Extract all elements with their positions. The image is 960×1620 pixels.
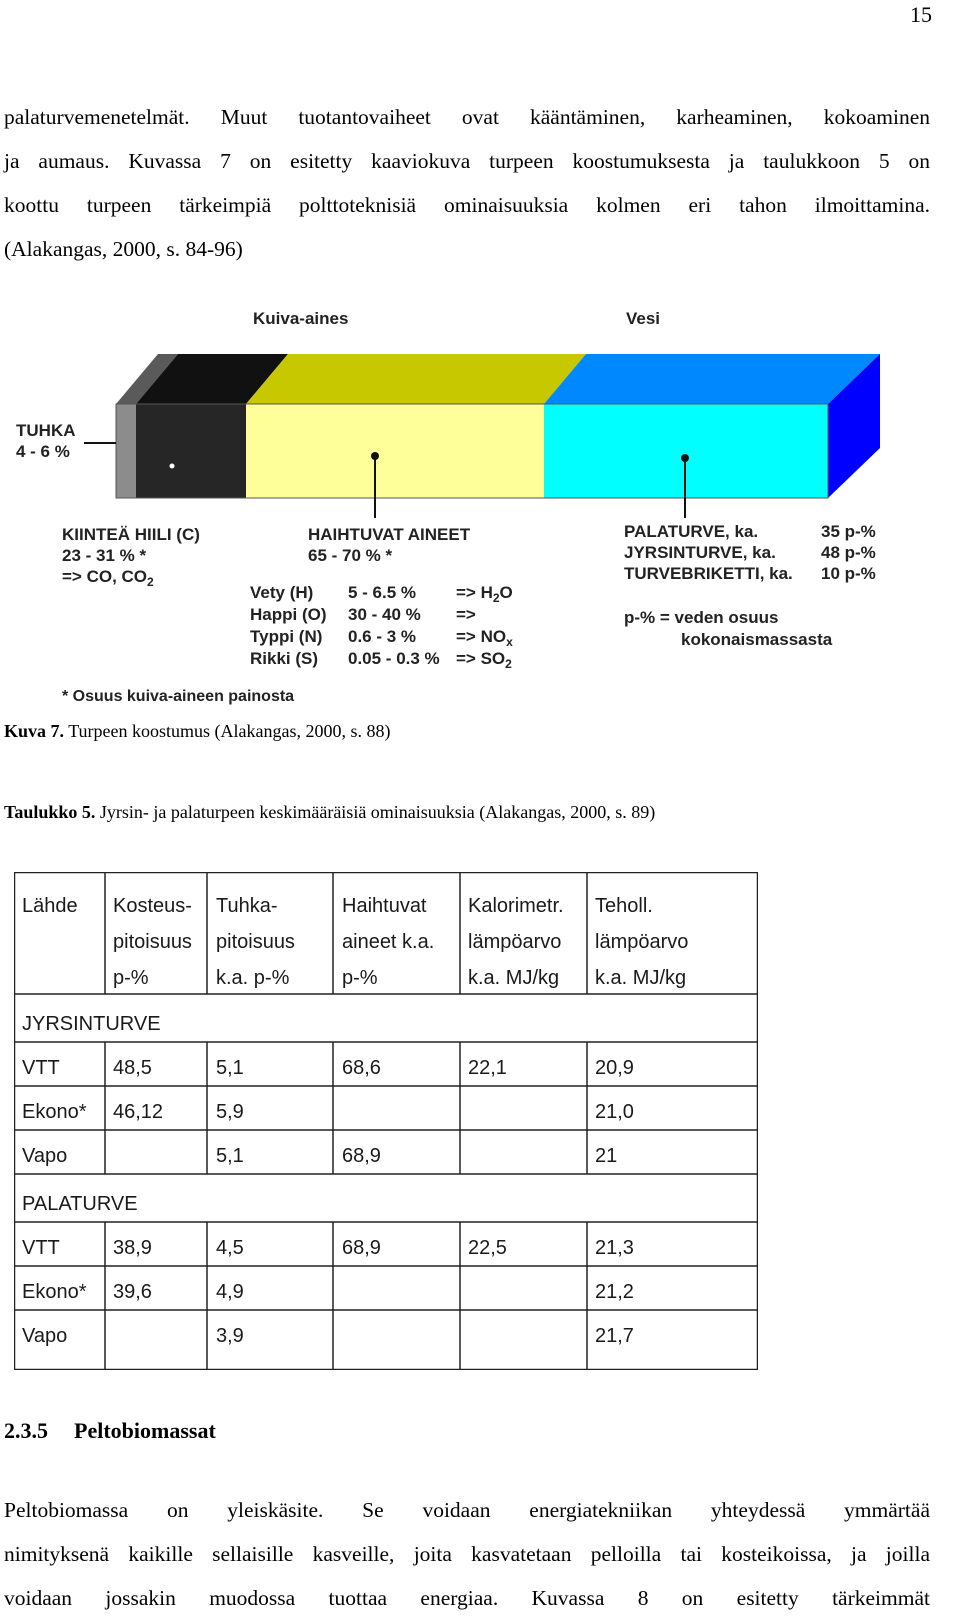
- table-cell: 21,3: [595, 1237, 634, 1259]
- table-cell: 5,9: [216, 1101, 244, 1123]
- paragraph-line: ja aumaus. Kuvassa 7 on esitetty kaaviokuva turpeen koostumuksesta ja taulukkoon 5 on: [4, 149, 930, 173]
- element-row: [250, 649, 512, 671]
- water-row: [624, 564, 876, 583]
- paragraph-line: voidaan jossakin muodossa tuottaa energiaa. Kuvassa 8 on esitetty tärkeimmät: [4, 1586, 930, 1610]
- element-range: 30 - 40 %: [348, 605, 421, 624]
- table-cell: 4,5: [216, 1237, 244, 1259]
- fixed-carbon-product: => CO, $CO_2$: [62, 567, 154, 589]
- paragraph-line: Peltobiomassa on yleiskäsite. Se voidaan energiatekniikan yhteydessä ymmärtää: [4, 1498, 930, 1522]
- water-percent-definition-cont: kokonaismassasta: [681, 630, 833, 649]
- table-cell: 21,7: [595, 1325, 634, 1347]
- fixed-carbon-value: 23 - 31 % *: [62, 546, 147, 565]
- paragraph-line: koottu turpeen tärkeimpiä polttoteknisiä ominaisuuksia kolmen eri tahon ilmoittamina.: [4, 193, 930, 217]
- table-cell: 68,6: [342, 1057, 381, 1079]
- table-cell: 21: [595, 1145, 618, 1167]
- element-row: [250, 627, 513, 649]
- carbon-front-face: [136, 404, 246, 498]
- element-name: Happi (O): [250, 605, 327, 624]
- dry-matter-label: Kuiva-aines: [253, 309, 349, 328]
- water-label: Vesi: [626, 309, 661, 328]
- element-name: Vety (H): [250, 583, 314, 602]
- ash-value: 4 - 6 %: [16, 442, 70, 461]
- element-range: 0.6 - 3 %: [348, 627, 417, 646]
- group-name: PALATURVE: [22, 1193, 138, 1215]
- page-number: 15: [910, 2, 932, 27]
- section-heading: [4, 1418, 216, 1444]
- water-content: 48 p-%: [821, 543, 876, 562]
- element-product: =>: [456, 605, 476, 624]
- header-cell: Teholl.: [595, 895, 653, 917]
- paragraph-line: palaturvemenetelmät. Muut tuotantovaiheet ovat kääntäminen, karheaminen, kokoaminen: [4, 105, 930, 129]
- table-cell: 5,1: [216, 1057, 244, 1079]
- header-cell: lämpöarvo: [468, 931, 562, 953]
- table-cell: 48,5: [113, 1057, 152, 1079]
- peat-composition-diagram: [0, 296, 960, 716]
- volatiles-front-face: [246, 404, 544, 498]
- water-top-face: [544, 354, 880, 404]
- element-row: [250, 583, 513, 605]
- table-cell: 68,9: [342, 1145, 381, 1167]
- water-content: 10 p-%: [821, 564, 876, 583]
- table-cell: Ekono*: [22, 1101, 87, 1123]
- table-cell: VTT: [22, 1057, 60, 1079]
- element-product: => $H_2O$: [456, 583, 513, 605]
- fixed-carbon-title: KIINTEÄ HIILI (C): [62, 525, 200, 544]
- element-product: => $NO_x$: [456, 627, 513, 649]
- ash-front-face: [116, 404, 136, 498]
- paragraph-line: nimityksenä kaikille sellaisille kasveille, joita kasvatetaan pelloilla tai kosteikoissa, ja joilla: [4, 1542, 930, 1566]
- water-pointer-dot: [681, 454, 689, 462]
- element-row: [250, 605, 476, 624]
- water-percent-definition: p-% = veden osuus: [624, 608, 779, 627]
- volatiles-top-face: [246, 354, 586, 404]
- header-cell: lämpöarvo: [595, 931, 689, 953]
- volatiles-title: HAIHTUVAT AINEET: [308, 525, 471, 544]
- header-cell: aineet k.a.: [342, 931, 435, 953]
- table-cell: 21,0: [595, 1101, 634, 1123]
- section-number: 2.3.5: [4, 1418, 48, 1443]
- intro-paragraph: [4, 95, 930, 271]
- table-cell: 46,12: [113, 1101, 164, 1123]
- water-content: 35 p-%: [821, 522, 876, 541]
- water-row: [624, 522, 876, 541]
- group-name: JYRSINTURVE: [22, 1013, 161, 1035]
- table-cell: 22,1: [468, 1057, 507, 1079]
- header-cell: Kalorimetr.: [468, 895, 564, 917]
- element-name: Rikki (S): [250, 649, 319, 668]
- section-title: Peltobiomassat: [74, 1418, 216, 1443]
- peat-type: TURVEBRIKETTI, ka.: [624, 564, 793, 583]
- figure-caption: [4, 721, 391, 742]
- table-caption: [4, 802, 655, 823]
- header-cell: p-%: [342, 967, 378, 989]
- peat-properties-table: [14, 872, 758, 1370]
- peat-type: JYRSINTURVE, ka.: [624, 543, 776, 562]
- volatiles-value: 65 - 70 % *: [308, 546, 393, 565]
- header-cell: k.a. p-%: [216, 967, 290, 989]
- header-cell: Lähde: [22, 895, 78, 917]
- peat-type: PALATURVE, ka.: [624, 522, 759, 541]
- table-caption-label: Taulukko 5.: [4, 802, 96, 822]
- element-product: => $SO_2$: [456, 649, 512, 671]
- water-row: [624, 543, 876, 562]
- paragraph-line: (Alakangas, 2000, s. 84-96): [4, 237, 243, 261]
- table-cell: VTT: [22, 1237, 60, 1259]
- figure-caption-label: Kuva 7.: [4, 721, 65, 741]
- carbon-pointer-dot: [170, 464, 175, 469]
- table-cell: 21,2: [595, 1281, 634, 1303]
- header-cell: p-%: [113, 967, 149, 989]
- header-cell: pitoisuus: [216, 931, 295, 953]
- table-cell: 68,9: [342, 1237, 381, 1259]
- header-cell: Kosteus-: [113, 895, 192, 917]
- header-cell: k.a. MJ/kg: [595, 967, 687, 989]
- header-cell: pitoisuus: [113, 931, 192, 953]
- table-cell: 5,1: [216, 1145, 244, 1167]
- section-paragraph: [4, 1488, 930, 1620]
- volatiles-pointer-dot: [371, 452, 379, 460]
- table-cell: 38,9: [113, 1237, 152, 1259]
- table-cell: 22,5: [468, 1237, 507, 1259]
- table-cell: 39,6: [113, 1281, 152, 1303]
- header-cell: Tuhka-: [216, 895, 278, 917]
- ash-title: TUHKA: [16, 421, 76, 440]
- table-cell: Vapo: [22, 1325, 68, 1347]
- header-cell: Haihtuvat: [342, 895, 427, 917]
- figure-caption-text: Turpeen koostumus (Alakangas, 2000, s. 88): [64, 721, 391, 741]
- table-cell: Ekono*: [22, 1281, 87, 1303]
- table-cell: 4,9: [216, 1281, 244, 1303]
- element-name: Typpi (N): [250, 627, 323, 646]
- header-cell: k.a. MJ/kg: [468, 967, 560, 989]
- element-range: 0.05 - 0.3 %: [348, 649, 440, 668]
- table-cell: 20,9: [595, 1057, 634, 1079]
- table-cell: Vapo: [22, 1145, 68, 1167]
- figure-footnote: * Osuus kuiva-aineen painosta: [62, 688, 295, 705]
- table-caption-text: Jyrsin- ja palaturpeen keskimääräisiä ominaisuuksia (Alakangas, 2000, s. 89): [95, 802, 656, 822]
- table-cell: 3,9: [216, 1325, 244, 1347]
- element-range: 5 - 6.5 %: [348, 583, 417, 602]
